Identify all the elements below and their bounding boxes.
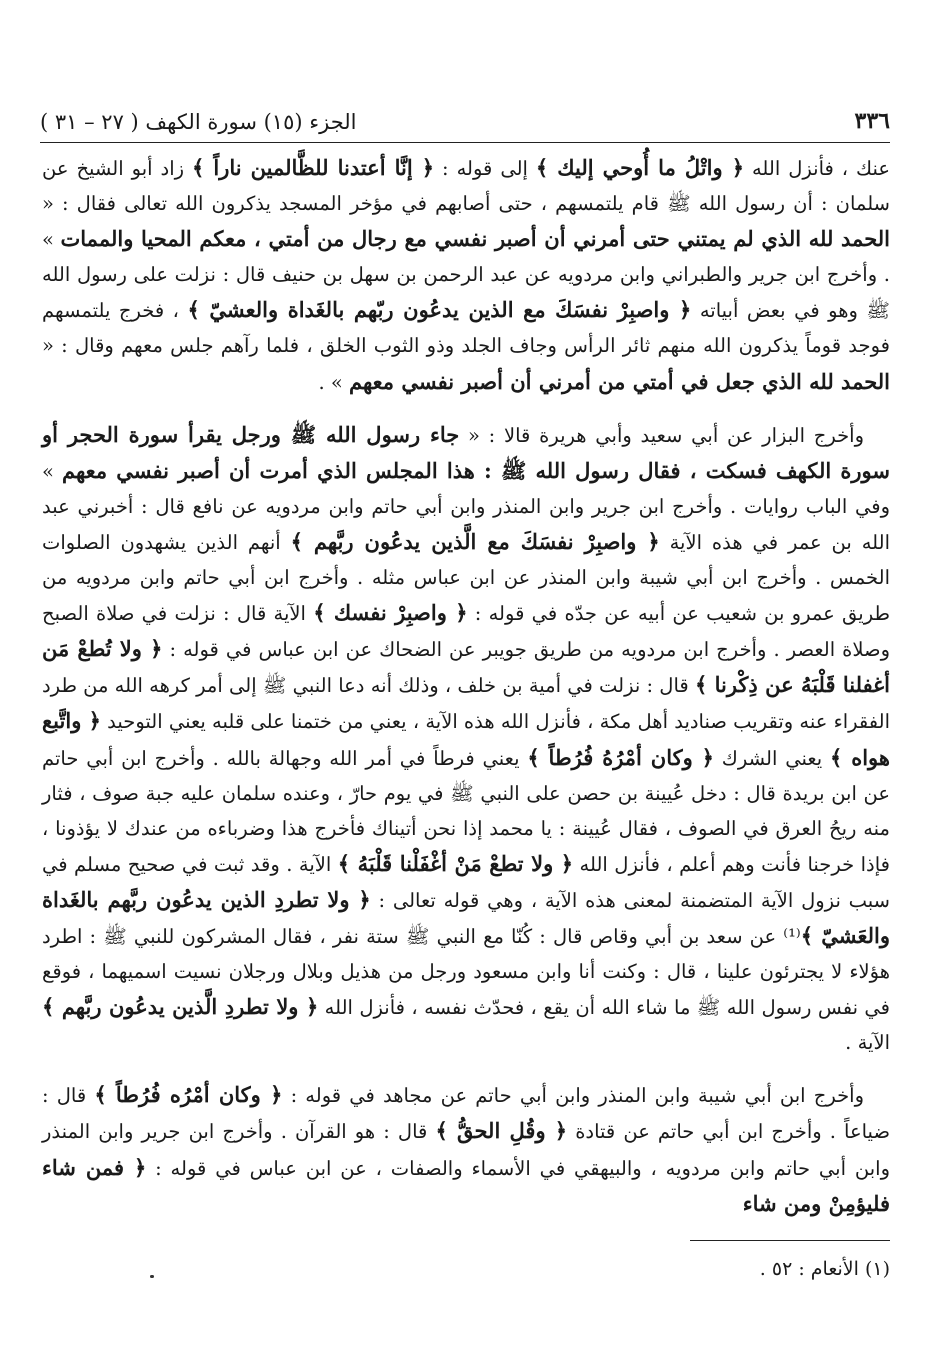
footnote: (١) الأنعام : ٥٢ . [759, 1258, 890, 1280]
text-run: يعني فرطاً في أمر الله وجهالة بالله . وأخرج ابن أبي حاتم عن ابن بريدة قال : دخل عُيينة بن حصن على النبي ﷺ في يوم حارّ ، وعنده سلمان عليه جبة صوف ، فثار منه ريحُ العرق في الصوف ، فقال عُيينة : يا محمد إذا نحن أتيناك فأخرج هذا وضرباءه من عندك لا يؤذونا ، فإذا خرجنا فأنت وهم أعلم ، فأنزل الله [42, 746, 890, 876]
bold-quote-run: ﴿ واصبِرْ نفسَكَ مع الذين يدعُون ربّهم بالغَداة والعشيّ ﴾ [187, 297, 692, 323]
bold-quote-run: جاء رسول الله ﷺ ورجل يقرأ سورة الحجر أو سورة الكهف فسكت ، فقال رسول الله ﷺ : هذا المجلس الذي أمرت أن أصبر نفسي معهم [42, 421, 890, 483]
text-run: قال : نزلت في أمية بن خلف ، وذلك أنه دعا النبي ﷺ إلى أمر كرهه الله من طرد الفقراء عنه وتقريب صناديد أهل مكة ، فأنزل الله هذه الآية ، يعني من ختمنا على قلبه يعني التوحيد [42, 674, 890, 734]
bold-quote-run: ﴿ واصبِرْ نفسَكَ مع الَّذين يدعُون ربَّهم ﴾ [290, 528, 660, 554]
text-run: وأخرج البزار عن أبي سعيد وأبي هريرة قالا : « [459, 423, 864, 447]
bold-quote-run: ﴿ وكان أمْرُه فُرُطاً ﴾ [94, 1082, 283, 1108]
bold-quote-run: ﴿ ولا تطردِ الذين يدعُون ربَّهم بالغَداة والعَشيّ ﴾ [42, 886, 890, 948]
paragraph [42, 150, 890, 400]
text-run: قال : ضياعاً . وأخرج ابن أبي حاتم عن قتادة [42, 1084, 891, 1144]
footnote-rule [690, 1240, 890, 1241]
text-run: الآية . [845, 1031, 890, 1055]
main-text [42, 150, 890, 1222]
running-title: الجزء (١٥) سورة الكهف ( ٢٧ – ٣١ ) [40, 110, 357, 134]
text-run: عنك ، فأنزل الله [744, 157, 890, 180]
text-run: أنهم الذين يشهدون الصلوات الخمس . وأخرج ابن أبي شيبة وابن المنذر عن ابن عباس مثله . وأخرج ابن أبي حاتم وابن مردويه من طريق عمرو بن شعيب عن أبيه عن جدّه في قوله : [42, 530, 890, 626]
bold-quote-run: الحمد لله الذي لم يمتني حتى أمرني أن أصبر نفسي مع رجال من أمتي ، معكم المحيا والممات [60, 226, 890, 252]
bold-quote-run: ﴿ ولا تطعْ مَنْ أغْفَلْنا قَلْبَهُ ﴾ [337, 850, 574, 876]
bold-quote-run: الحمد لله الذي جعل في أمتي من أمرني أن أصبر نفسي معهم [349, 368, 890, 394]
paragraph [42, 1077, 890, 1221]
paragraph [42, 417, 890, 1061]
page-header [40, 100, 890, 134]
page-number: ٣٣٦ [854, 108, 890, 134]
text-run: قال : هو القرآن . وأخرج ابن جرير وابن المنذر وابن أبي حاتم وابن مردويه ، والبيهقي في الأسماء والصفات ، عن ابن عباس في قوله : [42, 1120, 890, 1180]
bold-quote-run: ﴿ واصبِرْ نفسك ﴾ [313, 600, 468, 626]
text-run: يعني الشرك [714, 746, 830, 770]
print-speck [150, 1275, 154, 1278]
text-run: وأخرج ابن أبي شيبة وابن المنذر وابن أبي حاتم عن مجاهد في قوله : [282, 1084, 864, 1108]
bold-quote-run: ﴿ ولا تُطعْ مَن أغفلنا قَلْبَهُ عن ذِكْرنا ﴾ [42, 636, 891, 698]
text-run: » . وأخرج ابن جرير والطبراني وابن مردويه عن عبد الرحمن بن سهل بن حنيف قال : نزلت على رسول الله ﷺ وهو في بعض أبياته [42, 228, 890, 323]
text-run: الآية قال : نزلت في صلاة الصبح وصلاة العصر . وأخرج ابن مردويه من طريق جويبر عن الضحاك عن ابن عباس في قوله : [42, 602, 891, 662]
text-run: » . [318, 370, 349, 394]
text-run: » وفي الباب روايات . وأخرج ابن جرير وابن المنذر وابن أبي حاتم وابن مردويه عن نافع قال : أخبرني عبد الله بن عمر في هذه الآية [42, 459, 890, 554]
bold-quote-run: ﴿ وكان أمْرُهُ فُرُطاً ﴾ [527, 744, 714, 770]
bold-quote-run: ﴿ ولا تطردِ الَّذين يدعُون ربَّهم ﴾ [42, 994, 319, 1020]
bold-quote-run: ﴿ واتَّبع هواه ﴾ [42, 708, 890, 770]
text-run: ⁽¹⁾ عن سعد بن أبي وقاص قال : كُنّا مع النبي ﷺ ستة نفر ، فقال المشركون للنبي ﷺ : اطرد هؤلاء لا يجترئون علينا ، قال : وكنت أنا وابن مسعود ورجل من هذيل وبلال ورجلان نسيت اسميهما ، فوقع في نفس رسول الله ﷺ ما شاء الله أن يقع ، فحدّث نفسه ، فأنزل الله [42, 924, 890, 1020]
bold-quote-run: ﴿ إنَّا أعتدنا للظَّالمين ناراً ﴾ [192, 155, 435, 180]
bold-quote-run: ﴿ واتْلُ ما أُوحي إليك ﴾ [535, 155, 745, 180]
text-run: إلى قوله : [434, 157, 536, 180]
text-run: الآية . وقد ثبت في صحيح مسلم في سبب نزول الآية المتضمنة لمعنى هذه الآية ، وهي قوله تعالى : [42, 852, 891, 912]
text-run: زاد أبو الشيخ عن سلمان : أن رسول الله ﷺ قام يلتمسهم ، حتى أصابهم في مؤخر المسجد يذكرون الله تعالى فقال : « [42, 157, 890, 216]
bold-quote-run: ﴿ فمن شاء فليؤمِنْ ومن شاء [42, 1154, 890, 1216]
header-rule [40, 142, 890, 143]
bold-quote-run: ﴿ وقُلِ الحقُّ ﴾ [435, 1118, 568, 1144]
text-run: ، فخرج يلتمسهم فوجد قوماً يذكرون الله منهم ثائر الرأس وجاف الجلد وذو الثوب الخلق ، فلما رآهم جلس معهم وقال : « [42, 299, 890, 358]
